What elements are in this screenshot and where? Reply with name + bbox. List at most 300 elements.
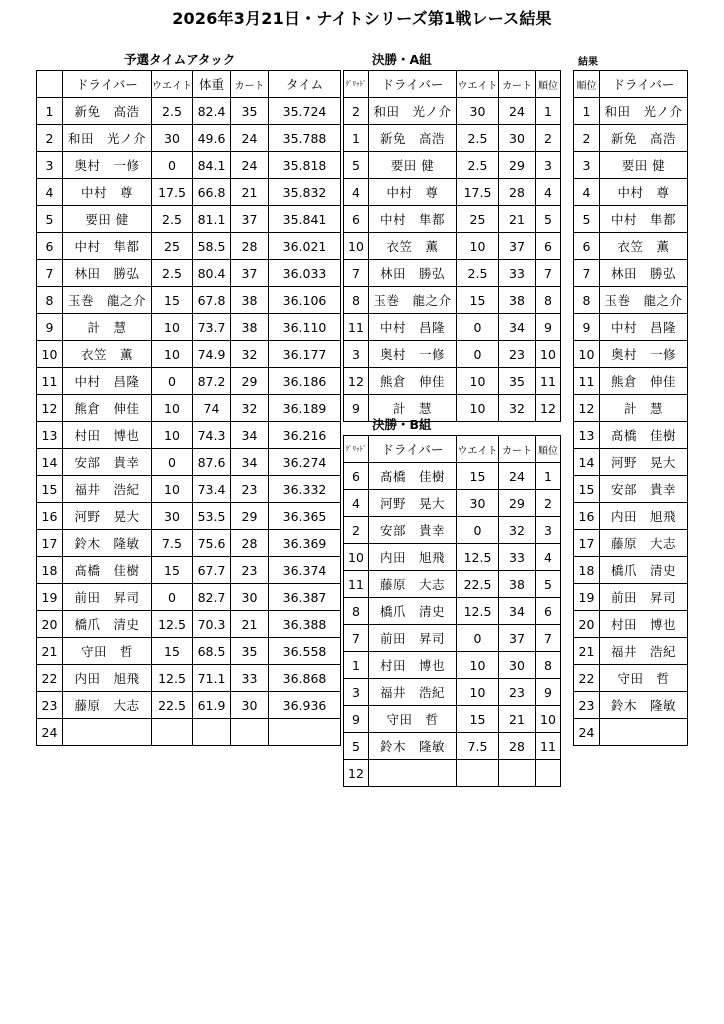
qualifying-table: [36, 70, 341, 746]
final-b-cell-kart: 21: [499, 706, 536, 733]
qualifying-cell-weight: 0: [152, 152, 193, 179]
final-a-cell-kart: 33: [499, 260, 536, 287]
final-b-cell-kart: 30: [499, 652, 536, 679]
final-b-cell-weight: 10: [457, 652, 499, 679]
results-cell-driver: 玉巻 龍之介: [600, 287, 688, 314]
final-b-cell-kart: 33: [499, 544, 536, 571]
table-row: [574, 341, 688, 368]
table-row: [574, 260, 688, 287]
qualifying-cell-weight: [152, 719, 193, 746]
results-cell-rank: 13: [574, 422, 600, 449]
table-row: [37, 557, 341, 584]
qualifying-cell-driver: 前田 昇司: [63, 584, 152, 611]
final-b-cell-driver: 河野 晃大: [369, 490, 457, 517]
results-cell-driver: 要田 健: [600, 152, 688, 179]
qualifying-cell-weight: 15: [152, 638, 193, 665]
final-a-cell-weight: 30: [457, 98, 499, 125]
qualifying-cell-kart: 37: [231, 260, 269, 287]
results-cell-driver: 中村 昌隆: [600, 314, 688, 341]
qualifying-cell-driver: 安部 貴幸: [63, 449, 152, 476]
final-a-header-kart: カート: [499, 71, 536, 98]
qualifying-cell-bodyweight: 80.4: [193, 260, 231, 287]
table-row: [344, 679, 561, 706]
qualifying-cell-weight: 12.5: [152, 665, 193, 692]
final-a-header-row: [344, 71, 561, 98]
final-a-cell-driver: 中村 尊: [369, 179, 457, 206]
results-cell-rank: 21: [574, 638, 600, 665]
qualifying-cell-bodyweight: 73.7: [193, 314, 231, 341]
qualifying-cell-weight: 30: [152, 125, 193, 152]
qualifying-cell-bodyweight: 67.7: [193, 557, 231, 584]
qualifying-cell-kart: [231, 719, 269, 746]
qualifying-cell-time: 36.388: [269, 611, 341, 638]
qualifying-cell-driver: 衣笠 薫: [63, 341, 152, 368]
results-header-rank: 順位: [574, 71, 600, 98]
final-a-cell-weight: 25: [457, 206, 499, 233]
qualifying-cell-position: 20: [37, 611, 63, 638]
final-a-cell-rank: 3: [536, 152, 561, 179]
final-b-cell-grid: 6: [344, 463, 369, 490]
qualifying-cell-position: 19: [37, 584, 63, 611]
qualifying-cell-kart: 29: [231, 503, 269, 530]
qualifying-cell-bodyweight: 61.9: [193, 692, 231, 719]
qualifying-cell-weight: 2.5: [152, 206, 193, 233]
qualifying-cell-bodyweight: 53.5: [193, 503, 231, 530]
qualifying-cell-position: 15: [37, 476, 63, 503]
results-cell-rank: 2: [574, 125, 600, 152]
qualifying-cell-bodyweight: 71.1: [193, 665, 231, 692]
qualifying-cell-position: 11: [37, 368, 63, 395]
results-cell-driver: 安部 貴幸: [600, 476, 688, 503]
table-row: [574, 692, 688, 719]
final-a-cell-weight: 2.5: [457, 260, 499, 287]
final-a-cell-rank: 2: [536, 125, 561, 152]
results-cell-rank: 14: [574, 449, 600, 476]
final-a-cell-grid: 2: [344, 98, 369, 125]
final-b-header-driver: ドライバー: [369, 436, 457, 463]
qualifying-cell-weight: 25: [152, 233, 193, 260]
qualifying-cell-bodyweight: 68.5: [193, 638, 231, 665]
final-b-cell-kart: 37: [499, 625, 536, 652]
qualifying-cell-position: 6: [37, 233, 63, 260]
results-cell-rank: 4: [574, 179, 600, 206]
final-a-cell-kart: 38: [499, 287, 536, 314]
results-cell-driver: 鈴木 隆敏: [600, 692, 688, 719]
results-cell-rank: 5: [574, 206, 600, 233]
final-a-cell-grid: 7: [344, 260, 369, 287]
final-a-table: [343, 70, 561, 422]
final-a-cell-driver: 和田 光ノ介: [369, 98, 457, 125]
qualifying-cell-driver: 鈴木 隆敏: [63, 530, 152, 557]
qualifying-cell-time: 36.033: [269, 260, 341, 287]
results-cell-rank: 22: [574, 665, 600, 692]
results-cell-rank: 17: [574, 530, 600, 557]
final-a-cell-weight: 10: [457, 233, 499, 260]
qualifying-cell-weight: 10: [152, 314, 193, 341]
qualifying-cell-driver: 福井 浩紀: [63, 476, 152, 503]
table-row: [37, 98, 341, 125]
final-b-header-grid: ｸﾞﾘｯﾄﾞ: [344, 436, 369, 463]
final-a-cell-grid: 8: [344, 287, 369, 314]
qualifying-cell-weight: 0: [152, 584, 193, 611]
final-b-cell-driver: 髙橋 佳樹: [369, 463, 457, 490]
final-b-cell-weight: 0: [457, 625, 499, 652]
final-a-cell-weight: 10: [457, 368, 499, 395]
qualifying-cell-weight: 10: [152, 341, 193, 368]
final-a-cell-rank: 7: [536, 260, 561, 287]
table-row: [37, 719, 341, 746]
results-header-row: [574, 71, 688, 98]
table-row: [37, 638, 341, 665]
results-cell-driver: 髙橋 佳樹: [600, 422, 688, 449]
final-b-cell-rank: 8: [536, 652, 561, 679]
results-cell-driver: 村田 博也: [600, 611, 688, 638]
final-b-cell-grid: 4: [344, 490, 369, 517]
qualifying-cell-position: 21: [37, 638, 63, 665]
final-a-cell-rank: 4: [536, 179, 561, 206]
final-b-cell-driver: 前田 昇司: [369, 625, 457, 652]
qualifying-cell-weight: 10: [152, 422, 193, 449]
results-cell-rank: 9: [574, 314, 600, 341]
table-row: [574, 422, 688, 449]
qualifying-cell-bodyweight: 74.9: [193, 341, 231, 368]
qualifying-cell-kart: 24: [231, 125, 269, 152]
qualifying-cell-time: 36.374: [269, 557, 341, 584]
final-b-cell-grid: 12: [344, 760, 369, 787]
qualifying-header-row: [37, 71, 341, 98]
final-b-cell-grid: 1: [344, 652, 369, 679]
final-a-header-rank: 順位: [536, 71, 561, 98]
final-a-cell-grid: 5: [344, 152, 369, 179]
final-b-cell-kart: 24: [499, 463, 536, 490]
qualifying-cell-time: 35.832: [269, 179, 341, 206]
qualifying-cell-bodyweight: 73.4: [193, 476, 231, 503]
table-row: [344, 260, 561, 287]
final-b-cell-weight: 0: [457, 517, 499, 544]
qualifying-cell-bodyweight: 74: [193, 395, 231, 422]
results-cell-driver: [600, 719, 688, 746]
table-row: [37, 611, 341, 638]
table-row: [574, 179, 688, 206]
qualifying-cell-kart: 34: [231, 449, 269, 476]
final-a-cell-kart: 29: [499, 152, 536, 179]
final-a-cell-driver: 中村 隼都: [369, 206, 457, 233]
final-b-cell-driver: 守田 哲: [369, 706, 457, 733]
final-a-cell-driver: 玉巻 龍之介: [369, 287, 457, 314]
final-b-cell-weight: 15: [457, 706, 499, 733]
qualifying-cell-kart: 30: [231, 692, 269, 719]
final-b-cell-weight: 12.5: [457, 598, 499, 625]
table-row: [344, 517, 561, 544]
final-a-cell-weight: 2.5: [457, 125, 499, 152]
qualifying-cell-driver: 奥村 一修: [63, 152, 152, 179]
results-cell-driver: 中村 隼都: [600, 206, 688, 233]
qualifying-cell-position: 4: [37, 179, 63, 206]
results-cell-driver: 衣笠 薫: [600, 233, 688, 260]
final-a-cell-grid: 11: [344, 314, 369, 341]
qualifying-cell-kart: 28: [231, 233, 269, 260]
table-row: [344, 152, 561, 179]
qualifying-cell-kart: 38: [231, 314, 269, 341]
qualifying-cell-position: 2: [37, 125, 63, 152]
final-b-cell-grid: 2: [344, 517, 369, 544]
table-row: [574, 503, 688, 530]
table-row: [574, 530, 688, 557]
final-a-cell-rank: 10: [536, 341, 561, 368]
table-row: [344, 706, 561, 733]
final-b-cell-grid: 9: [344, 706, 369, 733]
qualifying-cell-time: 36.274: [269, 449, 341, 476]
qualifying-cell-time: 36.177: [269, 341, 341, 368]
results-cell-driver: 奥村 一修: [600, 341, 688, 368]
qualifying-cell-bodyweight: 81.1: [193, 206, 231, 233]
final-a-cell-driver: 奥村 一修: [369, 341, 457, 368]
results-cell-rank: 10: [574, 341, 600, 368]
table-row: [37, 449, 341, 476]
final-b-cell-driver: 村田 博也: [369, 652, 457, 679]
qualifying-cell-kart: 23: [231, 476, 269, 503]
final-b-cell-kart: 34: [499, 598, 536, 625]
final-b-caption: 決勝・B組: [372, 417, 432, 432]
final-b-cell-kart: 28: [499, 733, 536, 760]
qualifying-cell-driver: 内田 旭飛: [63, 665, 152, 692]
table-row: [37, 125, 341, 152]
table-row: [344, 233, 561, 260]
results-cell-driver: 林田 勝弘: [600, 260, 688, 287]
qualifying-cell-time: 36.021: [269, 233, 341, 260]
qualifying-cell-time: 36.189: [269, 395, 341, 422]
qualifying-cell-kart: 21: [231, 179, 269, 206]
results-cell-rank: 15: [574, 476, 600, 503]
qualifying-cell-bodyweight: 66.8: [193, 179, 231, 206]
results-cell-rank: 16: [574, 503, 600, 530]
qualifying-cell-time: 35.841: [269, 206, 341, 233]
final-a-cell-driver: 中村 昌隆: [369, 314, 457, 341]
qualifying-cell-driver: 計 慧: [63, 314, 152, 341]
qualifying-cell-bodyweight: 87.2: [193, 368, 231, 395]
qualifying-cell-time: 36.868: [269, 665, 341, 692]
final-a-cell-grid: 12: [344, 368, 369, 395]
qualifying-cell-weight: 30: [152, 503, 193, 530]
results-cell-rank: 20: [574, 611, 600, 638]
table-row: [574, 719, 688, 746]
qualifying-cell-position: 23: [37, 692, 63, 719]
qualifying-cell-driver: 中村 昌隆: [63, 368, 152, 395]
final-a-cell-weight: 0: [457, 314, 499, 341]
table-row: [37, 665, 341, 692]
final-a-cell-rank: 5: [536, 206, 561, 233]
final-a-cell-kart: 21: [499, 206, 536, 233]
final-b-header-row: [344, 436, 561, 463]
qualifying-cell-position: 10: [37, 341, 63, 368]
qualifying-cell-driver: 村田 博也: [63, 422, 152, 449]
final-b-cell-rank: 3: [536, 517, 561, 544]
final-b-cell-rank: 2: [536, 490, 561, 517]
qualifying-cell-position: 18: [37, 557, 63, 584]
final-b-header-kart: カート: [499, 436, 536, 463]
final-a-cell-kart: 28: [499, 179, 536, 206]
qualifying-cell-weight: 2.5: [152, 98, 193, 125]
table-row: [574, 449, 688, 476]
final-a-cell-grid: 1: [344, 125, 369, 152]
final-b-table: [343, 435, 561, 787]
qualifying-cell-weight: 0: [152, 449, 193, 476]
final-b-cell-kart: 23: [499, 679, 536, 706]
final-b-cell-kart: 32: [499, 517, 536, 544]
qualifying-cell-position: 24: [37, 719, 63, 746]
qualifying-cell-time: 36.106: [269, 287, 341, 314]
results-cell-driver: 福井 浩紀: [600, 638, 688, 665]
table-row: [37, 314, 341, 341]
qualifying-cell-time: [269, 719, 341, 746]
final-b-cell-grid: 10: [344, 544, 369, 571]
qualifying-header-time: タイム: [269, 71, 341, 98]
results-cell-driver: 熊倉 伸佳: [600, 368, 688, 395]
table-row: [574, 233, 688, 260]
qualifying-cell-kart: 34: [231, 422, 269, 449]
qualifying-cell-time: 35.818: [269, 152, 341, 179]
table-row: [37, 206, 341, 233]
results-cell-rank: 6: [574, 233, 600, 260]
results-cell-driver: 藤原 大志: [600, 530, 688, 557]
qualifying-header-driver: ドライバー: [63, 71, 152, 98]
final-a-cell-kart: 35: [499, 368, 536, 395]
results-header-driver: ドライバー: [600, 71, 688, 98]
final-a-cell-grid: 10: [344, 233, 369, 260]
table-row: [344, 287, 561, 314]
final-a-cell-rank: 1: [536, 98, 561, 125]
final-b-header-rank: 順位: [536, 436, 561, 463]
results-cell-driver: 前田 昇司: [600, 584, 688, 611]
results-cell-rank: 19: [574, 584, 600, 611]
table-row: [344, 571, 561, 598]
qualifying-cell-weight: 15: [152, 557, 193, 584]
final-a-cell-driver: 計 慧: [369, 395, 457, 422]
qualifying-cell-kart: 29: [231, 368, 269, 395]
final-a-cell-weight: 17.5: [457, 179, 499, 206]
results-cell-rank: 12: [574, 395, 600, 422]
final-a-cell-weight: 10: [457, 395, 499, 422]
qualifying-cell-driver: 藤原 大志: [63, 692, 152, 719]
qualifying-cell-position: 1: [37, 98, 63, 125]
table-row: [344, 98, 561, 125]
qualifying-cell-bodyweight: 49.6: [193, 125, 231, 152]
qualifying-cell-time: 35.724: [269, 98, 341, 125]
table-row: [37, 584, 341, 611]
qualifying-cell-kart: 30: [231, 584, 269, 611]
results-cell-driver: 和田 光ノ介: [600, 98, 688, 125]
qualifying-cell-kart: 28: [231, 530, 269, 557]
qualifying-cell-kart: 23: [231, 557, 269, 584]
table-row: [574, 665, 688, 692]
qualifying-cell-time: 36.387: [269, 584, 341, 611]
qualifying-cell-time: 36.332: [269, 476, 341, 503]
final-b-cell-rank: [536, 760, 561, 787]
table-row: [574, 206, 688, 233]
final-a-cell-kart: 30: [499, 125, 536, 152]
table-row: [37, 530, 341, 557]
results-cell-rank: 3: [574, 152, 600, 179]
table-row: [344, 179, 561, 206]
table-row: [37, 260, 341, 287]
table-row: [574, 638, 688, 665]
qualifying-cell-weight: 2.5: [152, 260, 193, 287]
table-row: [574, 152, 688, 179]
final-a-cell-grid: 3: [344, 341, 369, 368]
page-title: 2026年3月21日・ナイトシリーズ第1戦レース結果: [172, 9, 552, 28]
table-row: [574, 98, 688, 125]
qualifying-cell-driver: 和田 光ノ介: [63, 125, 152, 152]
qualifying-cell-bodyweight: 67.8: [193, 287, 231, 314]
qualifying-cell-bodyweight: 84.1: [193, 152, 231, 179]
qualifying-cell-position: 3: [37, 152, 63, 179]
results-cell-rank: 18: [574, 557, 600, 584]
table-row: [37, 287, 341, 314]
final-b-cell-rank: 9: [536, 679, 561, 706]
qualifying-cell-driver: 河野 晃大: [63, 503, 152, 530]
table-row: [574, 314, 688, 341]
qualifying-cell-time: 36.365: [269, 503, 341, 530]
final-b-cell-weight: 22.5: [457, 571, 499, 598]
results-cell-rank: 24: [574, 719, 600, 746]
final-b-cell-kart: 38: [499, 571, 536, 598]
final-b-cell-rank: 10: [536, 706, 561, 733]
final-b-cell-rank: 1: [536, 463, 561, 490]
qualifying-cell-kart: 38: [231, 287, 269, 314]
qualifying-cell-weight: 17.5: [152, 179, 193, 206]
final-a-cell-driver: 熊倉 伸佳: [369, 368, 457, 395]
table-row: [344, 760, 561, 787]
final-b-cell-weight: 10: [457, 679, 499, 706]
final-a-cell-weight: 15: [457, 287, 499, 314]
table-row: [344, 206, 561, 233]
table-row: [574, 584, 688, 611]
results-cell-driver: 中村 尊: [600, 179, 688, 206]
final-a-cell-rank: 9: [536, 314, 561, 341]
qualifying-cell-driver: 橋爪 清史: [63, 611, 152, 638]
table-row: [37, 368, 341, 395]
table-row: [574, 557, 688, 584]
final-a-cell-rank: 11: [536, 368, 561, 395]
qualifying-cell-time: 36.186: [269, 368, 341, 395]
table-row: [344, 652, 561, 679]
qualifying-cell-position: 9: [37, 314, 63, 341]
qualifying-cell-weight: 10: [152, 395, 193, 422]
results-cell-rank: 7: [574, 260, 600, 287]
results-cell-driver: 河野 晃大: [600, 449, 688, 476]
qualifying-cell-weight: 12.5: [152, 611, 193, 638]
qualifying-cell-time: 36.216: [269, 422, 341, 449]
final-b-cell-weight: 30: [457, 490, 499, 517]
table-row: [37, 341, 341, 368]
qualifying-cell-weight: 15: [152, 287, 193, 314]
final-b-cell-driver: 橋爪 清史: [369, 598, 457, 625]
table-row: [37, 503, 341, 530]
qualifying-header-bodyweight: 体重: [193, 71, 231, 98]
final-b-cell-rank: 4: [536, 544, 561, 571]
qualifying-cell-bodyweight: 75.6: [193, 530, 231, 557]
qualifying-cell-kart: 35: [231, 638, 269, 665]
qualifying-cell-bodyweight: 82.7: [193, 584, 231, 611]
final-b-cell-weight: 15: [457, 463, 499, 490]
qualifying-cell-bodyweight: 74.3: [193, 422, 231, 449]
final-b-cell-driver: [369, 760, 457, 787]
table-row: [37, 692, 341, 719]
qualifying-cell-kart: 33: [231, 665, 269, 692]
qualifying-cell-bodyweight: 58.5: [193, 233, 231, 260]
table-row: [344, 733, 561, 760]
qualifying-cell-position: 5: [37, 206, 63, 233]
